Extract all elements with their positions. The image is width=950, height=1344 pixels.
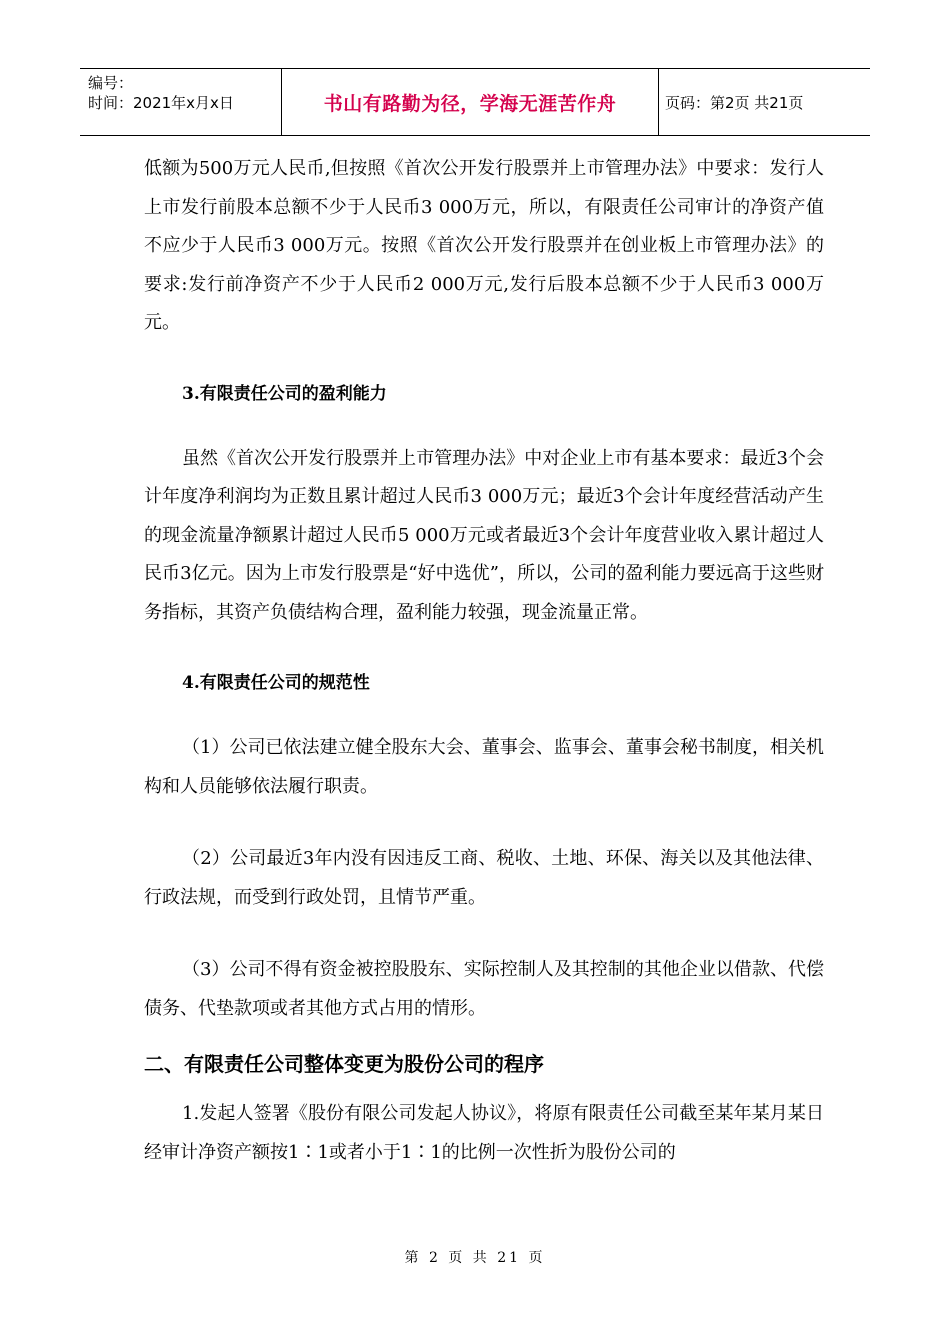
paragraph: 1.发起人签署《股份有限公司发起人协议》，将原有限责任公司截至某年某月某日经审计净资产额按1∶1或者小于1∶1的比例一次性折为股份公司的 [144, 1103, 824, 1163]
header-motto: 书山有路勤为径，学海无涯苦作舟 [282, 69, 659, 135]
paragraph: 低额为500万元人民币,但按照《首次公开发行股票并上市管理办法》中要求：发行人上市发行前股本总额不少于人民币3 000万元，所以，有限责任公司审计的净资产值不应少于人民币3 000万元。按照《首次公开发行股票并在创业板上市管理办法》的要求:发行前净资产不少于人民币2 000万元,发行后股本总额不少于人民币3 000万元。 [144, 158, 824, 333]
page-header [80, 68, 870, 136]
list-item: （2）公司最近3年内没有因违反工商、税收、土地、环保、海关以及其他法律、行政法规，而受到行政处罚，且情节严重。 [144, 848, 824, 908]
page-footer: 第 2 页 共 21 页 [404, 1250, 546, 1266]
section-heading: 二、有限责任公司整体变更为股份公司的程序 [144, 1052, 544, 1076]
subheading: 3.有限责任公司的盈利能力 [182, 383, 387, 404]
document-number: 编号： [88, 74, 134, 92]
paragraph: 虽然《首次公开发行股票并上市管理办法》中对企业上市有基本要求：最近3个会计年度净利润均为正数且累计超过人民币3 000万元；最近3个会计年度经营活动产生的现金流量净额累计超过人民币5 000万元或者最近3个会计年度营业收入累计超过人民币3亿元。因为上市发行股票是“好中选优”，所以，公司的盈利能力要远高于这些财务指标，其资产负债结构合理，盈利能力较强，现金流量正常。 [144, 447, 824, 623]
document-body [144, 150, 824, 1172]
list-item: （1）公司已依法建立健全股东大会、董事会、监事会、董事会秘书制度，相关机构和人员能够依法履行职责。 [144, 737, 824, 797]
list-item: （3）公司不得有资金被控股股东、实际控制人及其控制的其他企业以借款、代偿债务、代垫款项或者其他方式占用的情形。 [144, 959, 824, 1019]
subheading: 4.有限责任公司的规范性 [182, 673, 370, 693]
header-page-number: 页码：第2页 共21页 [665, 93, 804, 112]
document-date: 时间：2021年x月x日 [88, 94, 234, 112]
header-meta [80, 69, 282, 135]
